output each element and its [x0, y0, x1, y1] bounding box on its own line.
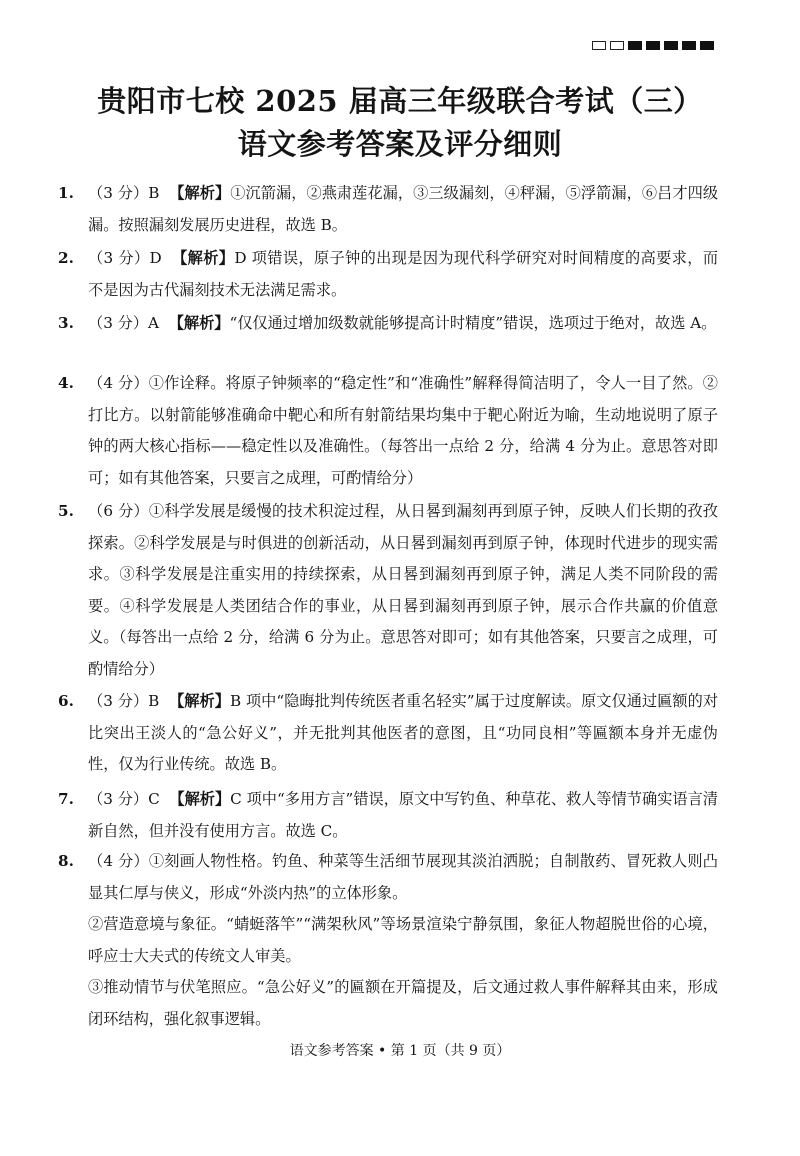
answer-item [58, 496, 718, 685]
answer-score: （3 分）C [88, 790, 160, 808]
answer-text: （4 分）①作诠释。将原子钟频率的“稳定性”和“准确性”解释得简洁明了，令人一目了然。②打比方。以射箭能够准确命中靶心和所有射箭结果均集中于靶心附近为喻，生动地说明了原子钟的两大核心指标——稳定性以及准确性。（每答出一点给 2 分，给满 4 分为止。意思答对即可；如有其他答案，只要言之成理，可酌情给分） [88, 374, 718, 487]
answer-item [58, 784, 718, 847]
answer-item [58, 686, 719, 781]
print-mark [700, 41, 714, 50]
print-marks [592, 41, 714, 50]
question-number: 6. [58, 692, 74, 710]
answer-text: C 项中“多用方言”错误，原文中写钓鱼、种草花、救人等情节确实语言清新自然，但并没有使用方言。故选 C。 [88, 790, 718, 840]
question-number: 4. [58, 374, 74, 392]
analysis-label: 【解析】 [169, 692, 230, 710]
print-mark [664, 41, 678, 50]
answer-text: B 项中“隐晦批判传统医者重名轻实”属于过度解读。原文仅通过匾额的对比突出王淡人的“急公好义”，并无批判其他医者的意图，且“功同良相”等匾额本身并无虚伪性，仅为行业传统。故选 B。 [88, 692, 719, 773]
document-subtitle: 语文参考答案及评分细则 [237, 127, 563, 161]
question-number: 1. [58, 184, 74, 202]
answer-subpoint: ②营造意境与象征。“蜻蜓落竿”“满架秋风”等场景渲染宁静氛围，象征人物超脱世俗的心境，呼应士大夫式的传统文人审美。 [88, 915, 718, 965]
answer-item [58, 846, 718, 1035]
answer-text: （6 分）①科学发展是缓慢的技术积淀过程，从日晷到漏刻再到原子钟，反映人们长期的孜孜探索。②科学发展是与时俱进的创新活动，从日晷到漏刻再到原子钟，体现时代进步的现实需求。③科学发展是注重实用的持续探索，从日晷到漏刻再到原子钟，满足人类不同阶段的需要。④科学发展是人类团结合作的事业，从日晷到漏刻再到原子钟，展示合作共赢的价值意义。（每答出一点给 2 分，给满 6 分为止。意思答对即可；如有其他答案，只要言之成理，可酌情给分） [88, 502, 718, 678]
answer-score: （3 分）A [88, 314, 160, 332]
question-number: 5. [58, 502, 74, 520]
answer-item [58, 368, 718, 494]
answer-text: “仅仅通过增加级数就能够提高计时精度”错误，选项过于绝对，故选 A。 [229, 314, 717, 332]
print-mark [592, 41, 606, 50]
question-number: 7. [58, 790, 74, 808]
print-mark [682, 41, 696, 50]
answer-subpoint: ③推动情节与伏笔照应。“急公好义”的匾额在开篇提及，后文通过救人事件解释其由来，形成闭环结构，强化叙事逻辑。 [88, 978, 718, 1028]
analysis-label: 【解析】 [172, 249, 235, 267]
answer-item [58, 243, 719, 306]
answer-text: （4 分）①刻画人物性格。钓鱼、种菜等生活细节展现其淡泊洒脱；自制散药、冒死救人则凸显其仁厚与侠义，形成“外淡内热”的立体形象。 [88, 852, 718, 902]
answer-item [58, 308, 718, 340]
question-number: 2. [58, 249, 74, 267]
answer-text: D 项错误，原子钟的出现是因为现代科学研究对时间精度的高要求，而不是因为古代漏刻技术无法满足需求。 [88, 249, 719, 299]
print-mark [628, 41, 642, 50]
question-number: 8. [58, 852, 74, 870]
question-number: 3. [58, 314, 74, 332]
answer-text: ①沉箭漏，②燕肃莲花漏，③三级漏刻，④秤漏，⑤浮箭漏，⑥吕才四级漏。按照漏刻发展历史进程，故选 B。 [88, 184, 719, 234]
analysis-label: 【解析】 [168, 314, 230, 332]
exam-title: 贵阳市七校 2025 届高三年级联合考试（三） [97, 84, 703, 118]
print-mark [646, 41, 660, 50]
answer-item [58, 178, 719, 241]
answer-score: （3 分）B [88, 184, 160, 202]
print-mark [610, 41, 624, 50]
analysis-label: 【解析】 [169, 184, 231, 202]
page-footer: 语文参考答案 • 第 1 页（共 9 页） [289, 1043, 511, 1059]
answer-score: （3 分）B [88, 692, 160, 710]
answer-score: （3 分）D [88, 249, 162, 267]
analysis-label: 【解析】 [169, 790, 231, 808]
